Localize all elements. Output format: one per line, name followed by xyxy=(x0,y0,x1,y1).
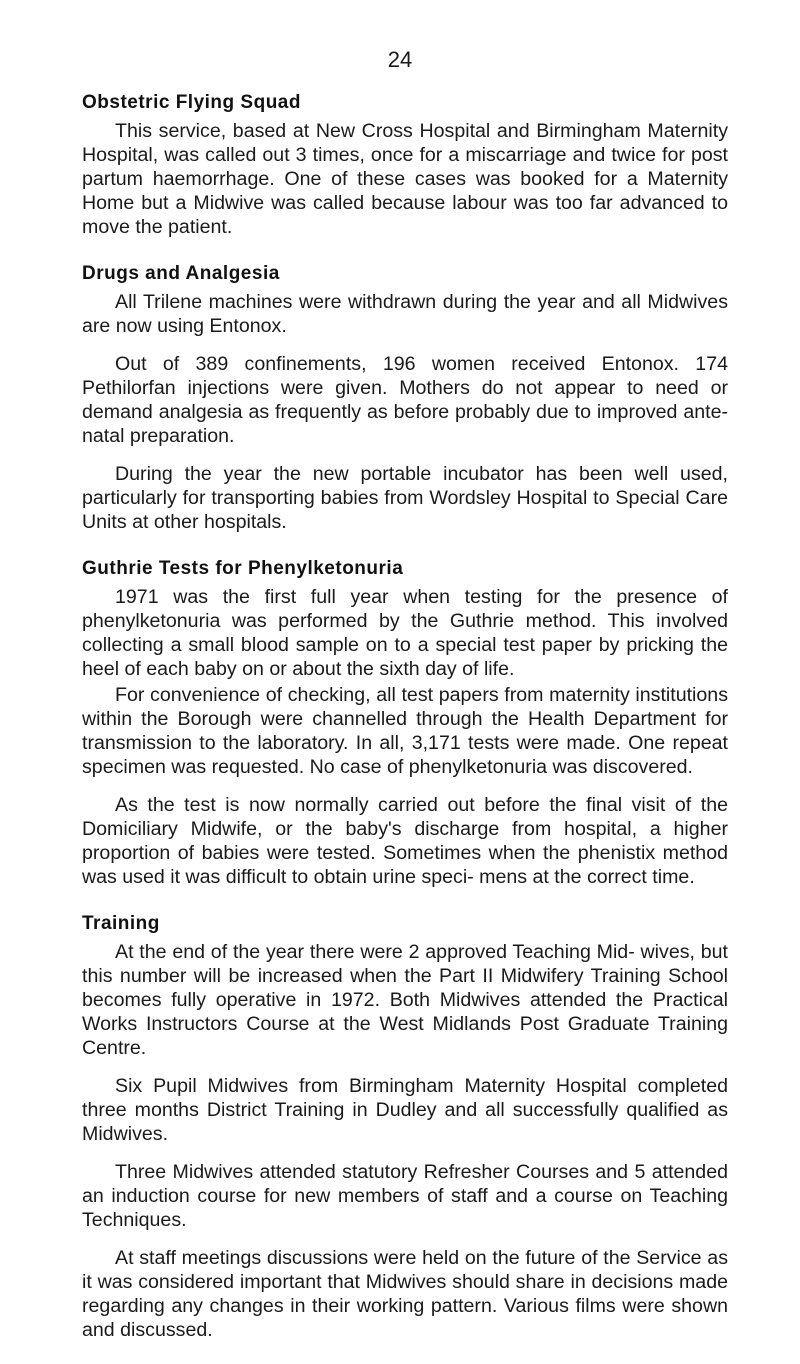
paragraph: Six Pupil Midwives from Birmingham Maternity Hospital completed three months District Training in Dudley and all successfully qualified as Midwives. xyxy=(82,1075,728,1145)
paragraph: This service, based at New Cross Hospital and Birmingham Maternity Hospital, was called out 3 times, once for a miscarriage and twice for post partum haemorrhage. One of these cases was booked for a Maternity Home but a Midwive was called because labour was too far advanced to move the patient. xyxy=(82,120,728,238)
paragraph: For convenience of checking, all test papers from maternity institutions within the Borough were channelled through the Health Department for transmission to the laboratory. In all, 3,171 tests were made. One repeat specimen was requested. No case of phenylketonuria was discovered. xyxy=(82,684,728,778)
section-heading: Guthrie Tests for Phenylketonuria xyxy=(82,558,404,579)
section-heading: Training xyxy=(82,913,160,934)
paragraph: At the end of the year there were 2 approved Teaching Mid- wives, but this number will be increased when the Part II Midwifery Training School becomes fully operative in 1972. Both Midwives attended the Practical Works Instructors Course at the West Midlands Post Graduate Training Centre. xyxy=(82,941,728,1059)
paragraph: As the test is now normally carried out before the final visit of the Domiciliary Midwife, or the baby's discharge from hospital, a higher proportion of babies were tested. Sometimes when the phenistix method was used it was difficult to obtain urine speci- mens at the correct time. xyxy=(82,794,728,888)
paragraph: At staff meetings discussions were held on the future of the Service as it was considered important that Midwives should share in decisions made regarding any changes in their working pattern. Various films were shown and discussed. xyxy=(82,1247,728,1341)
document-body xyxy=(82,90,728,1364)
paragraph: During the year the new portable incubator has been well used, particularly for transporting babies from Wordsley Hospital to Special Care Units at other hospitals. xyxy=(82,463,728,533)
section-drugs-and-analgesia xyxy=(82,261,728,534)
section-heading: Obstetric Flying Squad xyxy=(82,92,301,113)
section-heading: Drugs and Analgesia xyxy=(82,263,280,284)
section-obstetric-flying-squad xyxy=(82,90,728,239)
section-guthrie-tests xyxy=(82,556,728,889)
page-number: 24 xyxy=(387,47,413,72)
paragraph: Three Midwives attended statutory Refresher Courses and 5 attended an induction course for new members of staff and a course on Teaching Techniques. xyxy=(82,1161,728,1231)
paragraph: All Trilene machines were withdrawn during the year and all Midwives are now using Entonox. xyxy=(82,291,728,337)
paragraph: Out of 389 confinements, 196 women received Entonox. 174 Pethilorfan injections were given. Mothers do not appear to need or demand analgesia as frequently as before probably due to improved ante-natal preparation. xyxy=(82,353,728,447)
paragraph: 1971 was the first full year when testing for the presence of phenylketonuria was performed by the Guthrie method. This involved collecting a small blood sample on to a special test paper by pricking the heel of each baby on or about the sixth day of life. xyxy=(82,586,728,680)
section-training xyxy=(82,911,728,1342)
